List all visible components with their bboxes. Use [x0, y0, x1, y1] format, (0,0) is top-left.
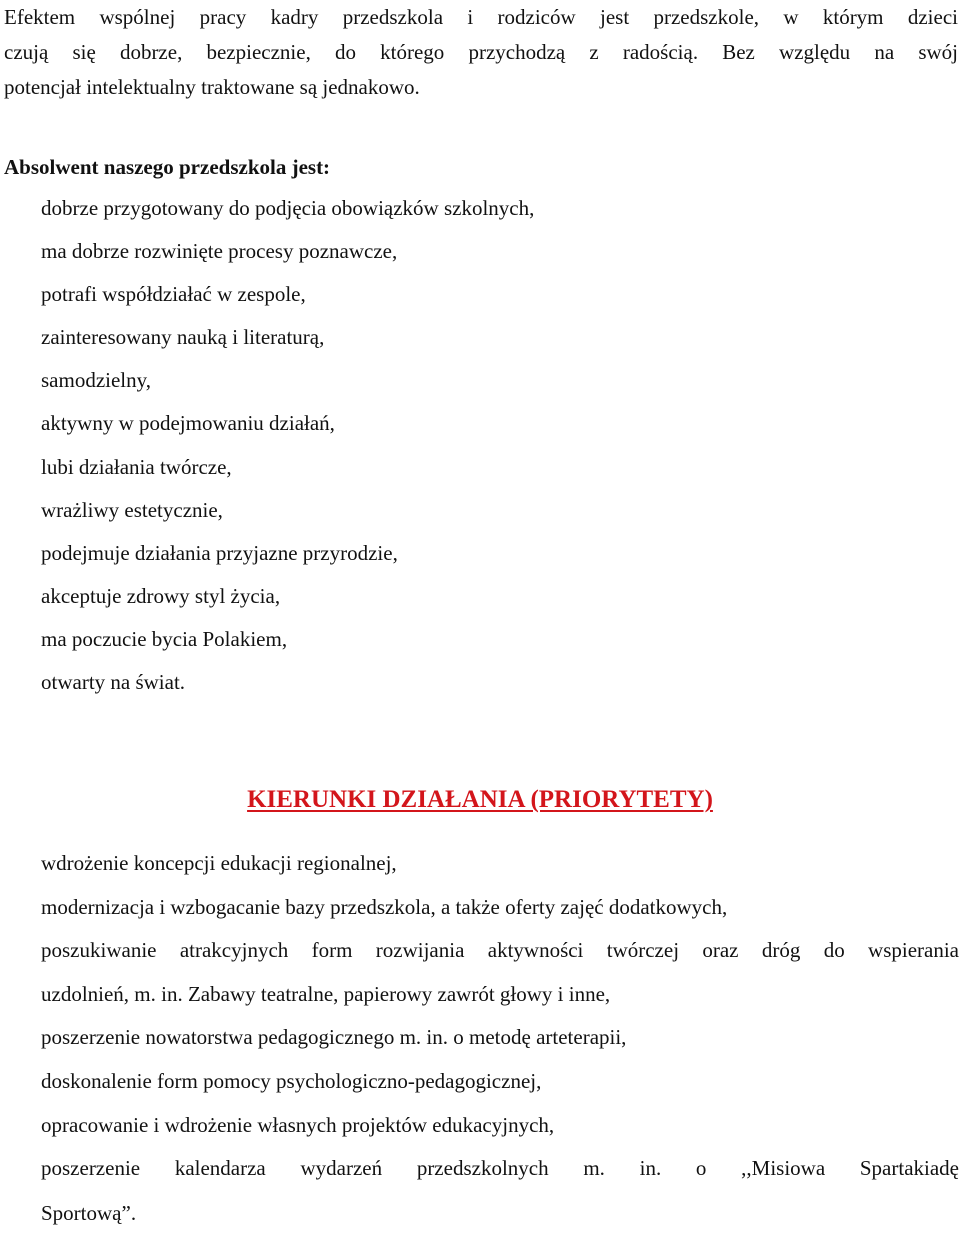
list-item: dobrze przygotowany do podjęcia obowiązków szkolnych,	[41, 196, 535, 220]
list-item: podejmuje działania przyjazne przyrodzie,	[41, 540, 398, 565]
list-item: modernizacja i wzbogacanie bazy przedszkola, a także oferty zajęć dodatkowych,	[41, 894, 728, 919]
list-item: uzdolnień, m. in. Zabawy teatralne, papierowy zawrót głowy i inne,	[41, 981, 611, 1006]
list-item-continuation: Sportową”.	[41, 1201, 137, 1225]
intro-line-3: potencjał intelektualny traktowane są jednakowo.	[4, 75, 420, 99]
list-item: poszerzenie nowatorstwa pedagogicznego m. in. o metodę arteterapii,	[41, 1025, 627, 1050]
list-item: doskonalenie form pomocy psychologiczno-pedagogicznej,	[41, 1068, 542, 1093]
list-item: otwarty na świat.	[41, 670, 186, 695]
intro-line-1: Efektem wspólnej pracy kadry przedszkola i rodziców jest przedszkole, w którym dzieci	[4, 5, 958, 29]
list-item: wrażliwy estetycznie,	[41, 497, 223, 522]
list-item: zainteresowany nauką i literaturą,	[41, 325, 325, 350]
list-item: ma poczucie bycia Polakiem,	[41, 626, 288, 651]
priorities-list	[41, 842, 959, 1191]
priorities-title: KIERUNKI DZIAŁANIA (PRIORYTETY)	[247, 786, 713, 813]
graduate-list	[41, 187, 534, 704]
list-item: potrafi współdziałać w zespole,	[41, 282, 306, 307]
intro-line-2: czują się dobrze, bezpiecznie, do którego przychodzą z radością. Bez względu na swój	[4, 40, 958, 64]
graduate-heading: Absolwent naszego przedszkola jest:	[4, 155, 331, 179]
list-item: samodzielny,	[41, 368, 152, 393]
list-item: wdrożenie koncepcji edukacji regionalnej,	[41, 851, 397, 875]
list-item: akceptuje zdrowy styl życia,	[41, 583, 281, 608]
list-item: lubi działania twórcze,	[41, 454, 232, 479]
list-item: poszerzenie kalendarza wydarzeń przedszkolnych m. in. o ,,Misiowa Spartakiadę	[41, 1156, 959, 1181]
list-item: opracowanie i wdrożenie własnych projektów edukacyjnych,	[41, 1112, 555, 1137]
intro-paragraph	[4, 0, 958, 105]
list-item: poszukiwanie atrakcyjnych form rozwijania aktywności twórczej oraz dróg do wspierania	[41, 938, 959, 963]
list-item: ma dobrze rozwinięte procesy poznawcze,	[41, 239, 398, 264]
list-item: aktywny w podejmowaniu działań,	[41, 411, 335, 436]
